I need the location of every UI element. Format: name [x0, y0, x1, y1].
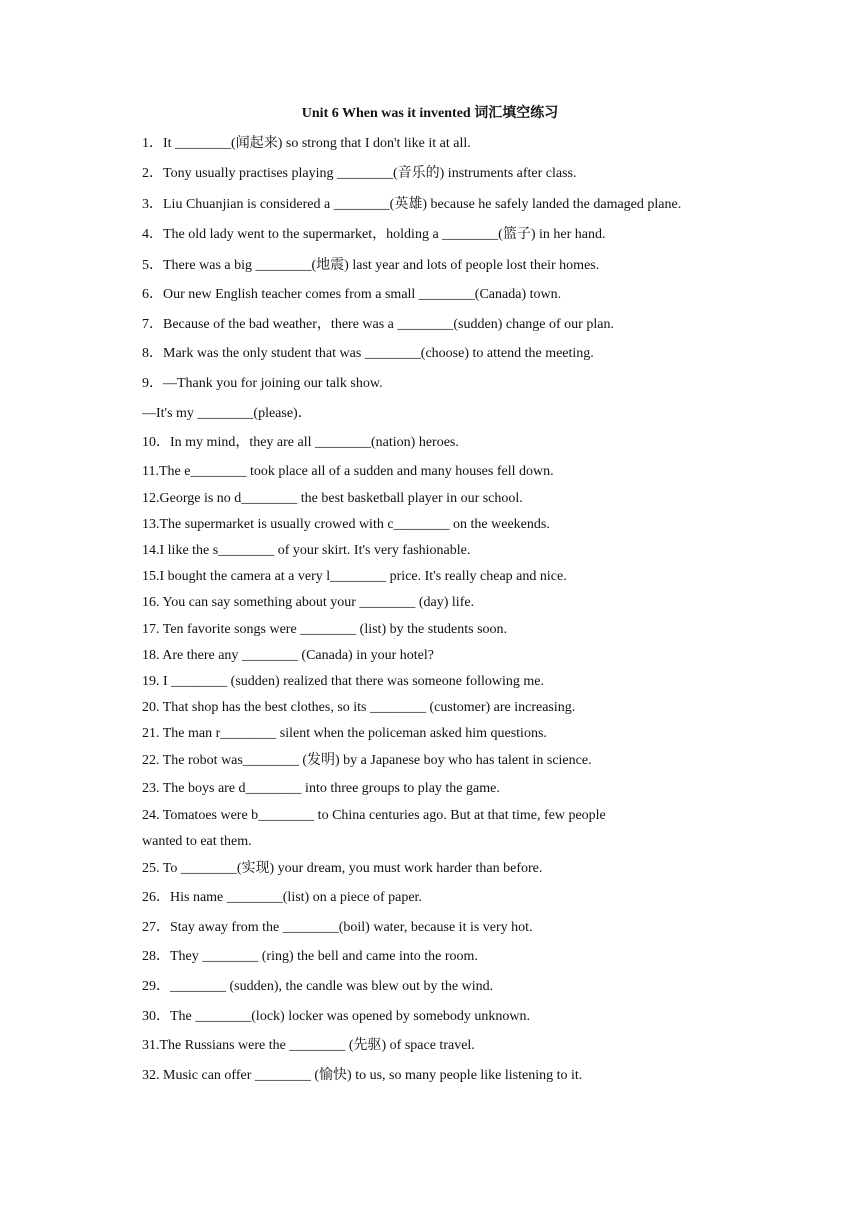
exercise-item-12: 12.George is no d________ the best basketball player in our school.: [142, 491, 523, 506]
exercise-item-13: 13.The supermarket is usually crowed with c________ on the weekends.: [142, 517, 550, 532]
exercise-item-24: 24. Tomatoes were b________ to China centuries ago. But at that time, few people: [142, 808, 606, 823]
exercise-item-7: 7．Because of the bad weather，there was a ________(sudden) change of our plan.: [142, 317, 614, 332]
exercise-item-22: 22. The robot was________ (发明) by a Japanese boy who has talent in science.: [142, 753, 592, 768]
exercise-item-27: 27．Stay away from the ________(boil) water, because it is very hot.: [142, 920, 533, 935]
exercise-item-5: 5．There was a big ________(地震) last year and lots of people lost their homes.: [142, 258, 600, 273]
exercise-item-9-reply: —It's my ________(please)．: [142, 406, 312, 421]
exercise-item-24-continued: wanted to eat them.: [142, 834, 252, 849]
exercise-item-23: 23. The boys are d________ into three groups to play the game.: [142, 781, 500, 796]
exercise-item-28: 28．They ________ (ring) the bell and came into the room.: [142, 949, 478, 964]
exercise-item-17: 17. Ten favorite songs were ________ (list) by the students soon.: [142, 622, 508, 637]
exercise-item-9: 9．—Thank you for joining our talk show.: [142, 376, 383, 391]
exercise-item-25: 25. To ________(实现) your dream, you must work harder than before.: [142, 861, 543, 876]
exercise-item-16: 16. You can say something about your ________ (day) life.: [142, 595, 475, 610]
exercise-item-1: 1．It ________(闻起来) so strong that I don't like it at all.: [142, 136, 471, 151]
page-title: Unit 6 When was it invented 词汇填空练习: [301, 106, 559, 121]
exercise-item-10: 10．In my mind，they are all ________(nation) heroes.: [142, 435, 459, 450]
exercise-item-11: 11.The e________ took place all of a sudden and many houses fell down.: [142, 464, 554, 479]
exercise-item-3: 3．Liu Chuanjian is considered a ________(英雄) because he safely landed the damaged plane.: [142, 197, 682, 212]
exercise-item-8: 8．Mark was the only student that was ________(choose) to attend the meeting.: [142, 346, 594, 361]
exercise-item-21: 21. The man r________ silent when the policeman asked him questions.: [142, 726, 547, 741]
exercise-item-14: 14.I like the s________ of your skirt. It's very fashionable.: [142, 543, 471, 558]
exercise-item-15: 15.I bought the camera at a very l________ price. It's really cheap and nice.: [142, 569, 567, 584]
exercise-item-29: 29．________ (sudden), the candle was blew out by the wind.: [142, 979, 494, 994]
exercise-item-32: 32. Music can offer ________ (愉快) to us, so many people like listening to it.: [142, 1068, 583, 1083]
exercise-item-31: 31.The Russians were the ________ (先驱) of space travel.: [142, 1038, 475, 1053]
exercise-item-19: 19. I ________ (sudden) realized that there was someone following me.: [142, 674, 545, 689]
exercise-item-6: 6．Our new English teacher comes from a small ________(Canada) town.: [142, 287, 562, 302]
exercise-item-30: 30．The ________(lock) locker was opened by somebody unknown.: [142, 1009, 531, 1024]
exercise-item-4: 4．The old lady went to the supermarket，holding a ________(篮子) in her hand.: [142, 227, 606, 242]
exercise-item-18: 18. Are there any ________ (Canada) in your hotel?: [142, 648, 434, 663]
exercise-item-2: 2．Tony usually practises playing ________(音乐的) instruments after class.: [142, 166, 577, 181]
exercise-item-26: 26．His name ________(list) on a piece of paper.: [142, 890, 422, 905]
exercise-item-20: 20. That shop has the best clothes, so its ________ (customer) are increasing.: [142, 700, 576, 715]
